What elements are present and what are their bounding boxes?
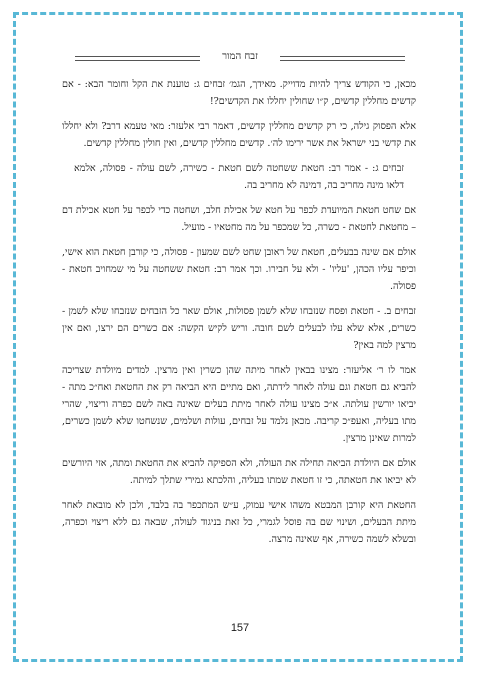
header-rule-right: [280, 56, 405, 61]
paragraph: זבחים ב. - חטאת ופסח שנזבחו שלא לשמן פסולות, אולם שאר כל הזבחים שנזבחו שלא לשמן - כשרים, אלא שלא עלו לבעלים לשם חובה. וריש לקיש הקשה: אם כשרים הם ירצו, ואם אין מרצין למה באין?: [62, 306, 416, 351]
header-title: זבח המור: [222, 51, 258, 62]
paragraph: אמר לו ר׳ אליעזר: מצינו בבאין לאחר מיתה שהן כשרין ואין מרצין. למדים מיולדת שצריכה להביא גם חטאת וגם עולה לאחר לידתה, ואם מתיים היא הביאה רק את החטאת ואח״כ מתה - יביאו יורשין עולתה. א״כ מצינו עולה לאחר מיתת בעלים שאינה באה לשם כפרה וריצוי, שהרי מתו בעליה, ואעפ״כ קריבה. מכאן נלמד על זבחים, עולות ושלמים, שנשחטו שלא לשמן כשרים, למרות שאינן מרצין.: [62, 365, 416, 444]
page-number: 157: [230, 622, 250, 634]
paragraph: אולם אם היולדת הביאה תחילה את העולה, ולא הספיקה להביא את החטאת ומתה, אזי היורשים לא יביאו את חטאתה, כי זו חטאת שמתו בעליה, והלכתא גמירי שתלך למיתה.: [62, 458, 416, 486]
running-header: [75, 50, 405, 66]
paragraph: החטאת היא קורבן המבטא משהו אישי עמוק, ע״ש המתכפר בה בלבד, ולכן לא מובאת לאחר מיתת הבעלים, ושינוי שם בה פוסל לגמרי, כל זאת בניגוד לעולה, שבאה גם ללא ריצוי וכפרה, ובשלא לשמה כשירה, אף שאינה מרצה.: [62, 500, 416, 545]
paragraph: אם שחט חטאת המיועדת לכפר על חטא של אכילת חלב, ושחטה כדי לכפר על חטא אכילת דם – מחטאת לחטאת - כשרה, כל שמכפר על מה מחטאיו - מועיל.: [62, 205, 416, 233]
page-body: [62, 76, 416, 556]
paragraph: אלא הפסוק גילה, כי רק קדשים מחללין קדשים, דאמר רבי אלעזר: מאי טעמא דרב? ולא יחללו את קדשי בני ישראל את אשר ירימו לה׳. קדשים מחללין קדשים, ואין חולין מחללין קדשים.: [62, 121, 416, 149]
paragraph: אולם אם שינה בבעלים, חטאת של ראובן שחט לשם שמעון - פסולה, כי קורבן חטאת הוא אישי, וכיפר עליו הכהן, 'עליו' - ולא על חבירו. וכך אמר רב: חטאת ששחטה על מי שמחויב חטאת - פסולה.: [62, 247, 416, 292]
quoted-paragraph: זבחים ג: - אמר רב: חטאת ששחטה לשם חטאת - כשירה, לשם עולה - פסולה, אלמא דלאו מינה מחריב בה, דמינה לא מחריב בה.: [74, 163, 404, 191]
paragraph: מכאן, כי הקודש צריך להיות מדוייק. מאידך, הגמ׳ זבחים ג: טוענת את הקל וחומר הבא: - אם קדשים מחללין קדשים, ק״ו שחולין יחללו את הקדשים?!: [62, 79, 416, 107]
